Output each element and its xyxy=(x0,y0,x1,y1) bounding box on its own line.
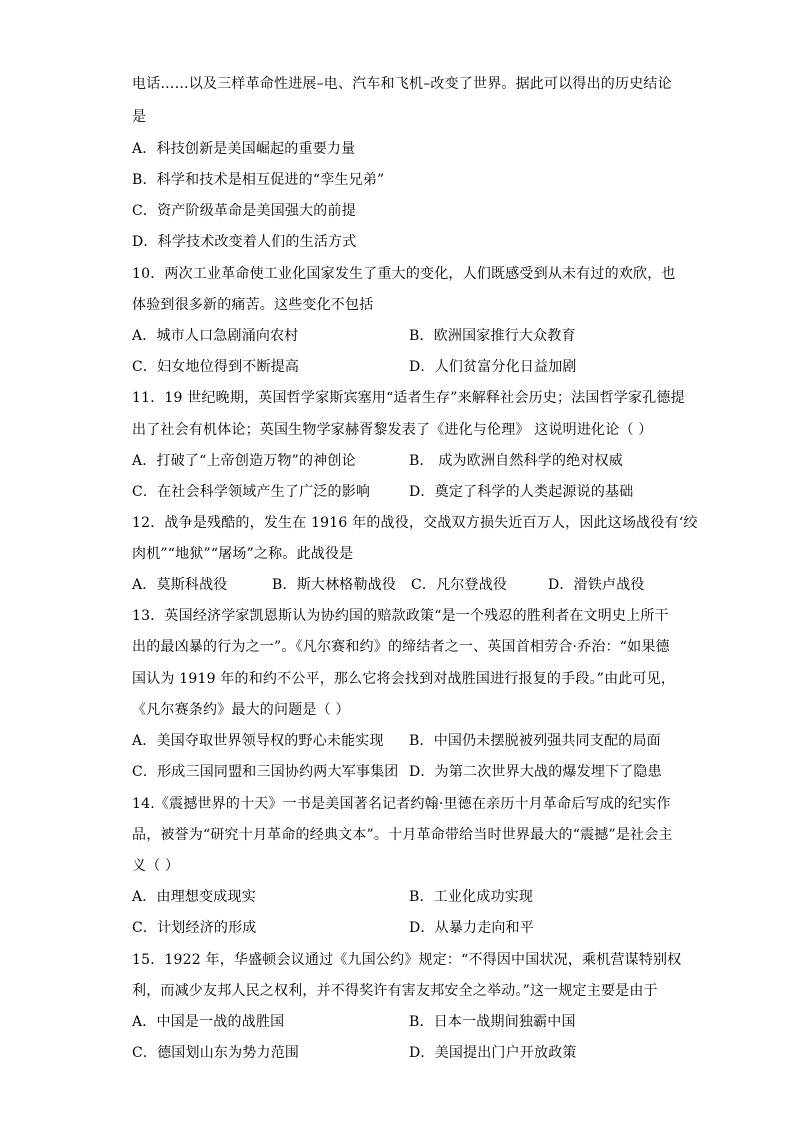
q11-stem-line: 出了社会有机体论；英国生物学家赫胥黎发表了《进化与伦理》 这说明进化论（ ） xyxy=(132,422,653,438)
q10-options-row xyxy=(132,357,732,377)
q14-option-d: D．从暴力走向和平 xyxy=(409,920,535,936)
q12-stem-line: 肉机”“地狱”“屠场”之称。此战役是 xyxy=(132,546,354,562)
q13-option-a: A．美国夺取世界领导权的野心未能实现 xyxy=(132,733,384,749)
q14-option-c: C．计划经济的形成 xyxy=(132,920,257,936)
q13-stem-line: 13．英国经济学家凯恩斯认为协约国的赔款政策“是一个残忍的胜利者在文明史上所干 xyxy=(132,608,669,624)
q14-options-row xyxy=(132,918,732,938)
q10-option-a: A．城市人口急剧涌向农村 xyxy=(132,328,299,344)
q13-stem-line: 国认为 1919 年的和约不公平，那么它将会找到对战胜国进行报复的手段。”由此可见， xyxy=(132,671,676,687)
q15-stem-line: 15．1922 年，华盛顿会议通过《九国公约》规定：“不得因中国状况，乘机营谋特别权 xyxy=(132,952,682,968)
q15-options-row xyxy=(132,1043,732,1063)
q12-option-c: C．凡尔登战役 xyxy=(411,577,508,593)
q11-options-row xyxy=(132,451,732,471)
q11-option-c: C．在社会科学领域产生了广泛的影响 xyxy=(132,484,371,500)
q9-option-d: D．科学技术改变着人们的生活方式 xyxy=(132,234,357,250)
q11-option-b: B． 成为欧洲自然科学的绝对权威 xyxy=(409,453,623,469)
q13-stem-line: 出的最凶暴的行为之一”。《凡尔赛和约》的缔结者之一、英国首相劳合·乔治：“如果德 xyxy=(132,639,670,655)
q9-option-a: A．科技创新是美国崛起的重要力量 xyxy=(132,141,356,157)
q13-option-b: B．中国仍未摆脱被列强共同支配的局面 xyxy=(409,733,661,749)
q14-options-row xyxy=(132,887,732,907)
q11-option-d: D．奠定了科学的人类起源说的基础 xyxy=(409,484,634,500)
q9-stem-line: 是 xyxy=(132,109,147,125)
q12-option-b: B．斯大林格勒战役 xyxy=(272,577,397,593)
q11-stem-line: 11．19 世纪晚期，英国哲学家斯宾塞用“适者生存”来解释社会历史；法国哲学家孔德提 xyxy=(132,390,685,406)
q11-options-row xyxy=(132,482,732,502)
q13-stem-line: 《凡尔赛条约》最大的问题是（ ） xyxy=(132,702,350,718)
q12-stem-line: 12．战争是残酷的，发生在 1916 年的战役，交战双方损失近百万人，因此这场战役有‘绞 xyxy=(132,515,698,531)
q10-stem-line: 体验到很多新的痛苦。这些变化不包括 xyxy=(132,297,374,313)
q10-stem-line: 10．两次工业革命使工业化国家发生了重大的变化，人们既感受到从未有过的欢欣，也 xyxy=(132,266,676,282)
q15-stem-line: 利，而减少友邦人民之权利，并不得奖许有害友邦安全之举动。”这一规定主要是由于 xyxy=(132,983,658,999)
q12-option-d: D．滑铁卢战役 xyxy=(548,577,645,593)
q13-options-row xyxy=(132,731,732,751)
q13-options-row xyxy=(132,762,732,782)
q14-stem-line: 14.《震撼世界的十天》一书是美国著名记者约翰·里德在亲历十月革命后写成的纪实作 xyxy=(132,796,671,812)
q14-option-b: B．工业化成功实现 xyxy=(409,889,534,905)
q12-options-row xyxy=(132,575,732,595)
q9-option-c: C．资产阶级革命是美国强大的前提 xyxy=(132,203,356,219)
q14-option-a: A．由理想变成现实 xyxy=(132,889,256,905)
q14-stem-line: 品，被誉为“研究十月革命的经典文本”。十月革命带给当时世界最大的“震撼”是社会主 xyxy=(132,827,673,843)
q10-option-d: D．人们贫富分化日益加剧 xyxy=(409,359,577,375)
q14-stem-line: 义（ ） xyxy=(132,858,180,874)
q15-options-row xyxy=(132,1012,732,1032)
q13-option-c: C．形成三国同盟和三国协约两大军事集团 xyxy=(132,764,399,780)
q10-option-b: B．欧洲国家推行大众教育 xyxy=(409,328,576,344)
q15-option-b: B．日本一战期间独霸中国 xyxy=(409,1014,576,1030)
q15-option-c: C．德国划山东为势力范围 xyxy=(132,1045,300,1061)
q15-option-d: D．美国提出门户开放政策 xyxy=(409,1045,577,1061)
q10-option-c: C．妇女地位得到不断提高 xyxy=(132,359,300,375)
q11-option-a: A．打破了“上帝创造万物”的神创论 xyxy=(132,453,356,469)
q9-option-b: B．科学和技术是相互促进的“孪生兄弟” xyxy=(132,172,385,188)
q9-stem-line: 电话……以及三样革命性进展–电、汽车和飞机–改变了世界。据此可以得出的历史结论 xyxy=(132,76,672,92)
q12-option-a: A．莫斯科战役 xyxy=(132,577,228,593)
q10-options-row xyxy=(132,326,732,346)
q15-option-a: A．中国是一战的战胜国 xyxy=(132,1014,285,1030)
q13-option-d: D．为第二次世界大战的爆发埋下了隐患 xyxy=(409,764,662,780)
